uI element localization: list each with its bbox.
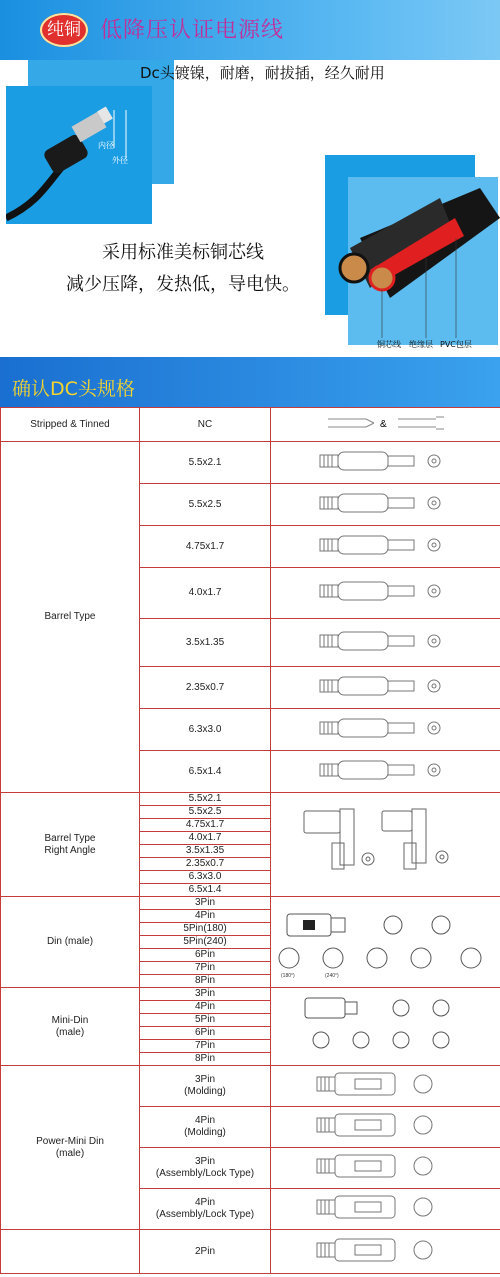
dc-plug-panel <box>6 86 152 224</box>
banner-title: 低降压认证电源线 <box>100 18 285 43</box>
size-cell: 3Pin <box>140 988 271 1001</box>
cable-label-insulation: 绝缘层 <box>409 340 433 349</box>
size-cell <box>140 1066 271 1107</box>
pin-variant: (Molding) <box>184 1086 226 1097</box>
type-cell: Stripped & Tinned <box>1 408 140 442</box>
din-180-label: (180°) <box>280 973 295 979</box>
size-cell: 7Pin <box>140 1040 271 1053</box>
pin-variant: (Assembly/Lock Type) <box>155 1168 255 1179</box>
connector-image-cell <box>271 793 500 897</box>
size-cell <box>140 1189 271 1230</box>
power-mini-din-icon <box>271 1148 500 1189</box>
type-line: (male) <box>55 1147 85 1159</box>
inner-diameter-label: 内径 <box>98 141 114 150</box>
table-row <box>1 1066 500 1107</box>
barrel-plug-icon <box>271 484 500 526</box>
size-cell: 4.0x1.7 <box>140 568 271 619</box>
table-row <box>1 793 500 806</box>
power-mini-din-icon <box>271 1107 500 1148</box>
mini-din-plug-icon <box>291 990 481 1060</box>
size-cell: 5.5x2.1 <box>140 442 271 484</box>
dc-plug-image <box>6 86 152 224</box>
size-cell: 5.5x2.1 <box>140 793 271 806</box>
size-cell: 6.5x1.4 <box>140 751 271 793</box>
size-cell: 3Pin <box>140 897 271 910</box>
table-row <box>1 442 500 484</box>
table-row <box>1 988 500 1001</box>
spec-section-title: 确认DC头规格 <box>12 378 135 400</box>
size-cell: 4.75x1.7 <box>140 819 271 832</box>
type-line: Barrel Type <box>44 832 96 844</box>
size-cell: 5Pin(180) <box>140 923 271 936</box>
size-cell: 3.5x1.35 <box>140 845 271 858</box>
two-pin-plug-icon <box>271 1230 500 1274</box>
pin-count: 3Pin <box>194 1074 215 1085</box>
type-line: Right Angle <box>44 844 96 856</box>
size-cell: 7Pin <box>140 962 271 975</box>
size-cell: 6.3x3.0 <box>140 871 271 884</box>
barrel-plug-icon <box>271 619 500 667</box>
size-cell: 4Pin <box>140 910 271 923</box>
size-cell: 5.5x2.5 <box>140 484 271 526</box>
connector-image-cell <box>271 897 500 988</box>
pin-count: 4Pin <box>194 1197 215 1208</box>
connector-image-cell <box>271 408 500 442</box>
type-cell <box>1 1230 140 1274</box>
pin-variant: (Molding) <box>184 1127 226 1138</box>
size-cell: 8Pin <box>140 975 271 988</box>
table-row <box>1 408 500 442</box>
power-mini-din-icon <box>271 1066 500 1107</box>
size-cell: 2Pin <box>140 1230 271 1274</box>
size-cell: 2.35x0.7 <box>140 858 271 871</box>
table-row <box>1 1230 500 1274</box>
size-cell: 6Pin <box>140 1027 271 1040</box>
dc-spec-table <box>0 407 500 1274</box>
power-mini-din-icon <box>271 1189 500 1230</box>
copper-badge: 纯铜 <box>40 13 88 47</box>
cable-label-copper: 铜芯线 <box>377 340 401 349</box>
size-cell: NC <box>140 408 271 442</box>
table-row <box>1 897 500 910</box>
type-line: (male) <box>55 1026 85 1038</box>
type-cell: Din (male) <box>1 897 140 988</box>
type-line: Mini-Din <box>51 1014 89 1026</box>
size-cell <box>140 1148 271 1189</box>
type-cell <box>1 1066 140 1230</box>
size-cell: 2.35x0.7 <box>140 667 271 709</box>
type-cell: Barrel Type <box>1 442 140 793</box>
size-cell: 6.3x3.0 <box>140 709 271 751</box>
barrel-plug-icon <box>271 526 500 568</box>
size-cell: 8Pin <box>140 1053 271 1066</box>
right-angle-plug-icon <box>286 803 486 883</box>
din-plug-icon <box>273 898 499 982</box>
barrel-plug-icon <box>271 568 500 619</box>
feature-text: Dc头镀镍，耐磨，耐拔插，经久耐用 <box>140 64 385 82</box>
ampersand: & <box>379 418 387 430</box>
copper-cable-image <box>330 178 500 338</box>
size-cell: 3.5x1.35 <box>140 619 271 667</box>
barrel-plug-icon <box>271 751 500 793</box>
size-cell: 5Pin(240) <box>140 936 271 949</box>
pin-count: 4Pin <box>194 1115 215 1126</box>
size-cell: 5.5x2.5 <box>140 806 271 819</box>
size-cell: 4Pin <box>140 1001 271 1014</box>
barrel-plug-icon <box>271 442 500 484</box>
size-cell <box>140 1107 271 1148</box>
size-cell: 4.0x1.7 <box>140 832 271 845</box>
barrel-plug-icon <box>271 709 500 751</box>
din-240-label: (240°) <box>324 973 339 979</box>
standard-wire-text: 采用标准美标铜芯线 <box>102 242 264 263</box>
stripped-wire-icon <box>326 415 446 431</box>
pin-variant: (Assembly/Lock Type) <box>155 1209 255 1220</box>
size-cell: 5Pin <box>140 1014 271 1027</box>
type-cell <box>1 793 140 897</box>
outer-diameter-label: 外径 <box>112 156 128 165</box>
size-cell: 6Pin <box>140 949 271 962</box>
barrel-plug-icon <box>271 667 500 709</box>
size-cell: 4.75x1.7 <box>140 526 271 568</box>
low-voltage-drop-text: 减少压降，发热低，导电快。 <box>66 274 300 295</box>
cable-label-pvc: PVC包层 <box>440 340 472 349</box>
connector-image-cell <box>271 988 500 1066</box>
pin-count: 3Pin <box>194 1156 215 1167</box>
type-cell <box>1 988 140 1066</box>
type-line: Power-Mini Din <box>36 1135 104 1147</box>
size-cell: 6.5x1.4 <box>140 884 271 897</box>
